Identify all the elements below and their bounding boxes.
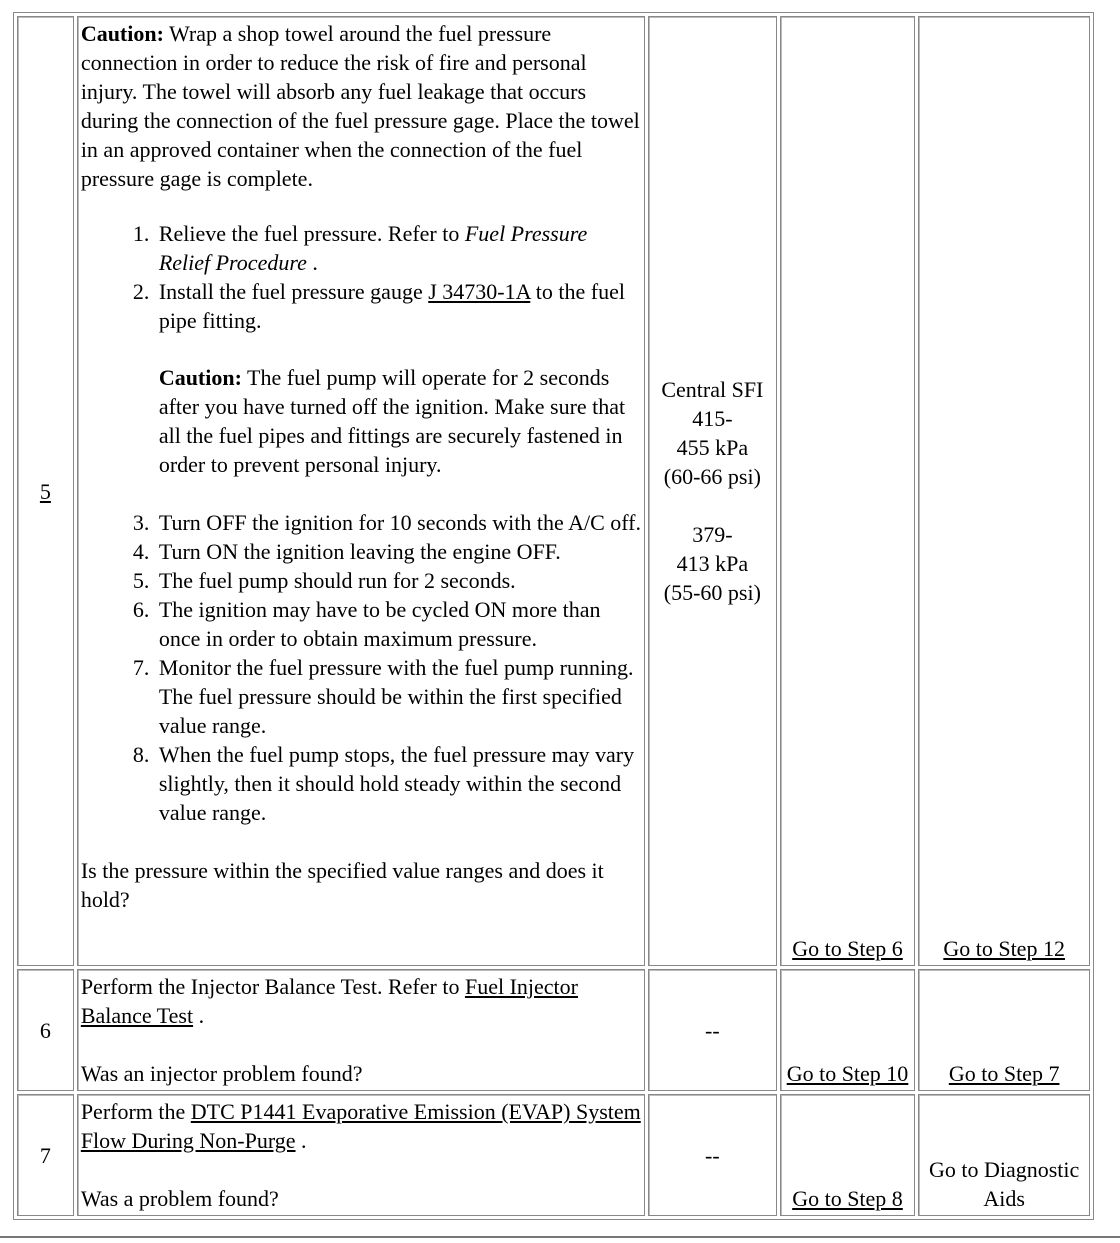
question-text: Was an injector problem found? — [80, 1061, 363, 1086]
list-item: 5. The fuel pump should run for 2 seconds. — [155, 566, 642, 595]
value-cell — [648, 969, 777, 1091]
step-number: 7 — [39, 1142, 51, 1168]
value-text: -- — [705, 1142, 720, 1168]
list-item-text: Relieve the fuel pressure. Refer to — [158, 221, 465, 246]
value-cell — [648, 16, 777, 966]
list-item: 4. Turn ON the ignition leaving the engine OFF. — [155, 537, 642, 566]
spacer — [651, 491, 774, 520]
value-text: (55-60 psi) — [663, 580, 761, 605]
value-cell — [648, 1094, 777, 1216]
go-to-step-6-link[interactable]: Go to Step 6 — [792, 936, 903, 961]
table-row — [17, 1094, 1090, 1216]
go-to-step-12-link[interactable]: Go to Step 12 — [943, 936, 1065, 961]
step-number-cell — [17, 16, 74, 966]
tool-link[interactable]: J 34730-1A — [428, 279, 531, 304]
caution-text: Wrap a shop towel around the fuel pressure connection in order to reduce the risk of fire and personal injury. The towel will absorb any fuel leakage that occurs during the connection of the fuel pressure gage. Place the towel in an approved container when the connection of the fuel pressure gage is complete. — [80, 21, 640, 191]
go-to-step-10-link[interactable]: Go to Step 10 — [786, 1061, 909, 1086]
list-item: 8. When the fuel pump stops, the fuel pressure may vary slightly, then it should hold steady within the second value range. — [155, 740, 642, 827]
value-text: -- — [705, 1017, 720, 1043]
go-to-step-8-link[interactable]: Go to Step 8 — [792, 1186, 903, 1211]
go-to-diagnostic-aids-text: Go to Diagnostic Aids — [928, 1157, 1080, 1211]
dtc-p1441-link[interactable]: DTC P1441 Evaporative Emission (EVAP) System Flow During Non-Purge — [80, 1099, 641, 1153]
question-text: Is the pressure within the specified value ranges and does it hold? — [80, 858, 604, 912]
list-item: 6. The ignition may have to be cycled ON more than once in order to obtain maximum pressure. — [155, 595, 642, 653]
list-item — [155, 219, 642, 277]
value-text: 455 kPa — [676, 435, 749, 460]
caution-label: Caution: — [80, 21, 164, 46]
value-text: 379- — [692, 522, 733, 547]
injector-balance-test-link[interactable]: Fuel Injector Balance Test — [80, 974, 578, 1028]
yes-cell — [780, 969, 916, 1091]
procedure-reference: Fuel Pressure Relief Procedure — [158, 221, 588, 275]
step-number: 5 — [39, 478, 51, 504]
no-cell — [918, 16, 1090, 966]
table-row — [17, 969, 1090, 1091]
caution-text: The fuel pump will operate for 2 seconds after you have turned off the ignition. Make sure that all the fuel pipes and fittings are securely fastened in order to prevent personal injury. — [158, 365, 626, 477]
value-text: 415- — [692, 406, 733, 431]
yes-cell — [780, 1094, 916, 1216]
list-item — [155, 277, 642, 479]
list-item: 7. Monitor the fuel pressure with the fuel pump running. The fuel pressure should be within the first specified value range. — [155, 653, 642, 740]
caution-label: Caution: — [158, 365, 242, 390]
instruction-text — [81, 1097, 642, 1155]
step-number-cell — [17, 1094, 74, 1216]
list-item-text: . — [306, 250, 318, 275]
no-cell — [918, 1094, 1090, 1216]
instruction-suffix: . — [295, 1128, 307, 1153]
table-row — [17, 16, 1090, 966]
action-cell — [77, 16, 645, 966]
instruction-suffix: . — [193, 1003, 205, 1028]
value-text: 413 kPa — [676, 551, 749, 576]
step-number-cell — [17, 969, 74, 1091]
list-item: 3. Turn OFF the ignition for 10 seconds with the A/C off. — [155, 508, 642, 537]
caution-note — [159, 363, 642, 479]
list-item-text: Install the fuel pressure gauge — [158, 279, 429, 304]
question-text: Was a problem found? — [80, 1186, 279, 1211]
instruction-prefix: Perform the — [80, 1099, 191, 1124]
diagnostic-table — [13, 12, 1094, 1220]
go-to-step-7-link[interactable]: Go to Step 7 — [948, 1061, 1060, 1086]
list-item-text: to the fuel pipe fitting. — [158, 279, 625, 333]
step-number: 6 — [39, 1017, 51, 1043]
value-text: (60-66 psi) — [663, 464, 761, 489]
instruction-prefix: Perform the Injector Balance Test. Refer to — [80, 974, 465, 999]
page-divider — [0, 1236, 1120, 1238]
procedure-list — [81, 219, 642, 827]
value-label: Central SFI — [661, 377, 764, 402]
caution-note — [81, 19, 642, 193]
action-cell — [77, 1094, 645, 1216]
yes-cell — [780, 16, 916, 966]
no-cell — [918, 969, 1090, 1091]
instruction-text — [81, 972, 642, 1030]
action-cell — [77, 969, 645, 1091]
